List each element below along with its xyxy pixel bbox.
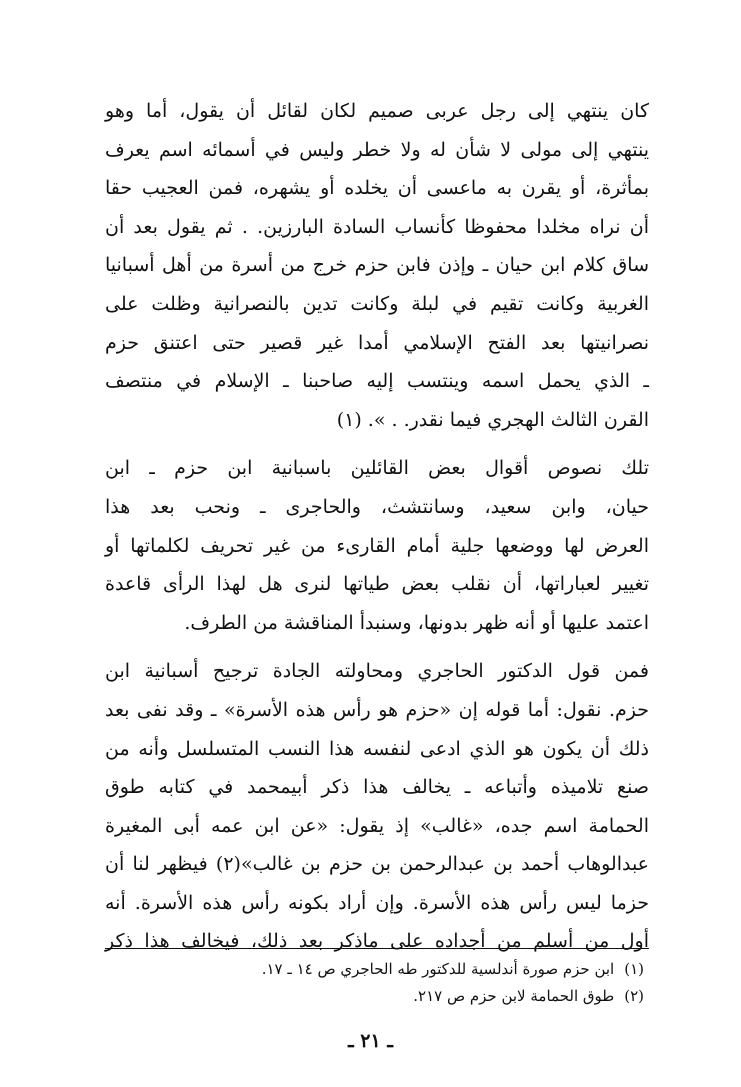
text-line: فمن قول الدكتور الحاجري ومحاولته الجادة ترجيح أسبانية ابن bbox=[105, 660, 649, 683]
footnote-divider bbox=[105, 948, 649, 949]
text-line: نصرانيتها بعد الفتح الإسلامي أمدا غير قصير حتى اعتنق حزم bbox=[105, 331, 649, 354]
paragraph-3 bbox=[105, 652, 649, 961]
paragraph-1 bbox=[105, 92, 649, 439]
text-line: صنع تلاميذه وأتباعه ـ يخالف هذا ذكر أبيمحمد في كتابه طوق bbox=[105, 776, 649, 799]
body-text bbox=[105, 92, 649, 961]
text-line: ـ الذي يحمل اسمه وينتسب إليه صاحبنا ـ الإسلام في منتصف bbox=[105, 370, 649, 393]
footnote-text: ابن حزم صورة أندلسية للدكتور طه الحاجري ص ١٤ ـ ١٧. bbox=[261, 960, 615, 978]
text-line: كان ينتهي إلى رجل عربى صميم لكان لقائل أن يقول، أما وهو bbox=[105, 100, 649, 122]
text-line: تلك نصوص أقوال بعض القائلين باسبانية ابن حزم ـ ابن bbox=[105, 457, 649, 480]
text-line: الحمامة اسم جده، «غالب» إذ يقول: «عن ابن عمه أبى المغيرة bbox=[105, 814, 649, 837]
text-line: العرض لها ووضعها جلية أمام القارىء من غير تحريف لكلماتها أو bbox=[105, 534, 649, 557]
text-line: ساق كلام ابن حيان ـ وإذن فابن حزم خرج من أسرة من أهل أسبانيا bbox=[105, 254, 649, 277]
footnote-text: طوق الحمامة لابن حزم ص ٢١٧. bbox=[413, 987, 615, 1005]
text-line: أن نراه مخلدا محفوظا كأنساب السادة البارزين. . ثم يقول بعد أن bbox=[105, 215, 649, 238]
footnote-1 bbox=[105, 956, 644, 983]
text-line: بمأثرة، أو يقرن به ماعسى أن يخلده أو يشهره، فمن العجيب حقا bbox=[105, 177, 649, 200]
text-line: أول من أسلم من أجداده على ماذكر بعد ذلك، فيخالف هذا ذكر bbox=[105, 930, 649, 953]
text-line: حزم. نقول: أما قوله إن «حزم هو رأس هذه الأسرة» ـ وقد نفى بعد bbox=[105, 698, 649, 721]
footnotes bbox=[105, 956, 644, 1010]
footnote-2 bbox=[105, 983, 644, 1010]
text-line: تغيير لعباراتها، أن نقلب بعض طياتها لنرى هل لهذا الرأى قاعدة bbox=[105, 573, 649, 596]
footnote-number: (١) bbox=[624, 960, 644, 978]
text-line: اعتمد عليها أو أنه ظهر بدونها، وسنبدأ المناقشة من الطرف. bbox=[184, 611, 649, 634]
page-number: ـ ٢١ ـ bbox=[348, 1030, 393, 1052]
text-line: عبدالوهاب أحمد بن عبدالرحمن بن حزم بن غالب»(٢) فيظهر لنا أن bbox=[105, 853, 650, 876]
text-line: ذلك أن يكون هو الذي ادعى لنفسه هذا النسب المتسلسل وأنه من bbox=[105, 737, 649, 760]
text-line: الغربية وكانت تقيم في لبلة وكانت تدين بالنصرانية وظلت على bbox=[105, 292, 649, 315]
text-line: حزما ليس رأس هذه الأسرة. وإن أراد بكونه رأس هذه الأسرة. أنه bbox=[105, 891, 649, 914]
text-line: القرن الثالث الهجري فيما نقدر. . ». (١) bbox=[336, 408, 649, 431]
text-line: حيان، وابن سعيد، وسانتشث، والحاجرى ـ ونحب بعد هذا bbox=[105, 495, 649, 518]
text-line: ينتهي إلى مولى لا شأن له ولا خطر وليس في أسمائه اسم يعرف bbox=[105, 138, 649, 161]
footnote-number: (٢) bbox=[624, 987, 644, 1005]
paragraph-2 bbox=[105, 449, 649, 642]
